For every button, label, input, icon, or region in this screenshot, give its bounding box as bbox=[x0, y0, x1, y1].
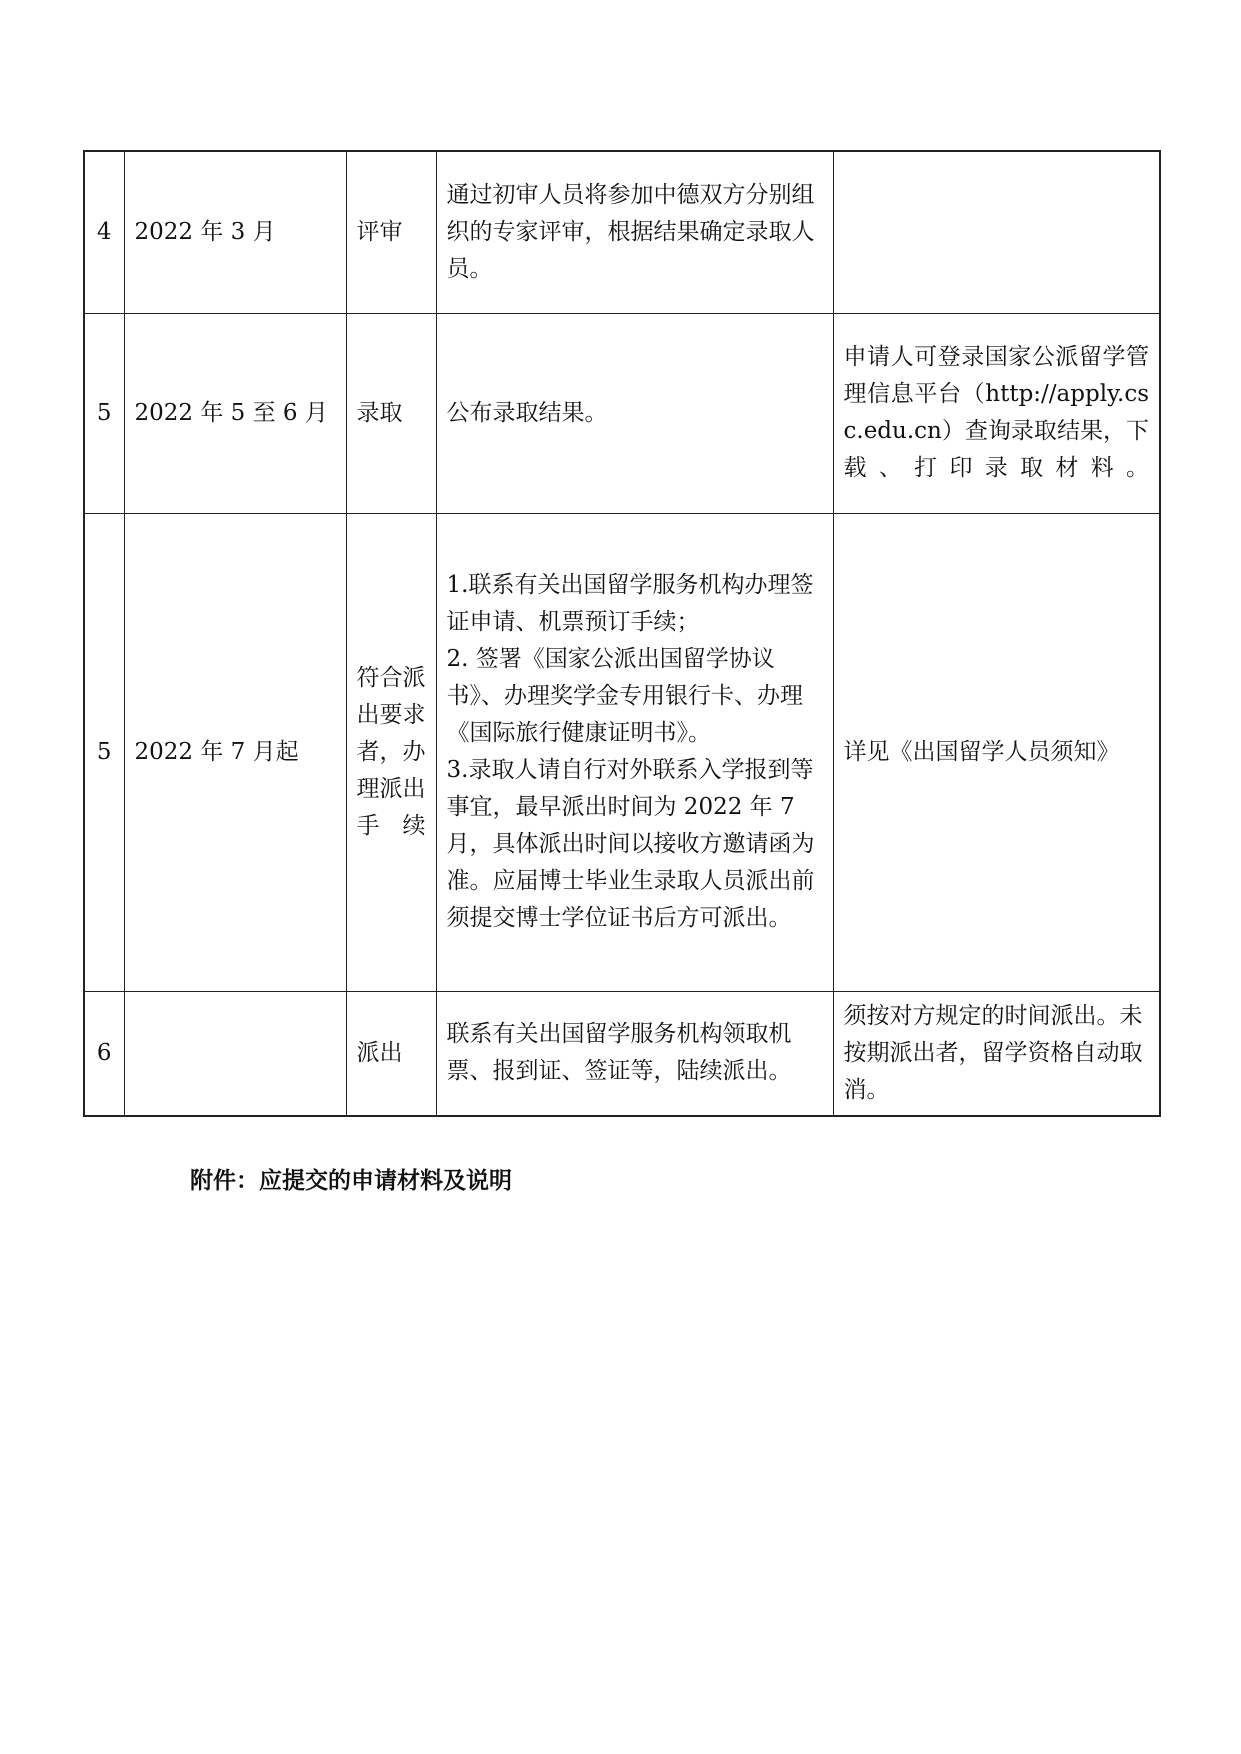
attachment-title: 附件：应提交的申请材料及说明 bbox=[190, 1168, 512, 1194]
row-note bbox=[833, 151, 1160, 313]
row-stage: 符合派出要求者，办理派出手续 bbox=[346, 513, 436, 991]
content-item-3: 3.录取人请自行对外联系入学报到等事宜，最早派出时间为 2022 年 7 月，具体派出时间以接收方邀请函为准。应届博士毕业生录取人员派出前须提交博士学位证书后方可派出。 bbox=[446, 757, 815, 931]
content-item-1: 1.联系有关出国留学服务机构办理签证申请、机票预订手续； bbox=[446, 572, 814, 635]
row-number: 6 bbox=[84, 991, 124, 1116]
row-stage: 评审 bbox=[346, 151, 436, 313]
row-stage: 派出 bbox=[346, 991, 436, 1116]
row-stage: 录取 bbox=[346, 313, 436, 513]
row-note: 申请人可登录国家公派留学管理信息平台（http://apply.csc.edu.cn）查询录取结果，下载、打印录取材料。 bbox=[833, 313, 1160, 513]
content-item-2: 2. 签署《国家公派出国留学协议书》、办理奖学金专用银行卡、办理《国际旅行健康证明书》。 bbox=[446, 646, 803, 746]
row-number: 4 bbox=[84, 151, 124, 313]
row-time: 2022 年 5 至 6 月 bbox=[124, 313, 346, 513]
table-row bbox=[84, 151, 1160, 313]
table-row bbox=[84, 313, 1160, 513]
row-time: 2022 年 3 月 bbox=[124, 151, 346, 313]
schedule-table bbox=[83, 150, 1161, 1117]
row-content: 通过初审人员将参加中德双方分别组织的专家评审，根据结果确定录取人员。 bbox=[436, 151, 833, 313]
table-row bbox=[84, 513, 1160, 991]
row-time bbox=[124, 991, 346, 1116]
row-number: 5 bbox=[84, 513, 124, 991]
row-number: 5 bbox=[84, 313, 124, 513]
row-note: 须按对方规定的时间派出。未按期派出者，留学资格自动取消。 bbox=[833, 991, 1160, 1116]
row-content: 公布录取结果。 bbox=[436, 313, 833, 513]
row-content: 联系有关出国留学服务机构领取机票、报到证、签证等，陆续派出。 bbox=[436, 991, 833, 1116]
row-note: 详见《出国留学人员须知》 bbox=[833, 513, 1160, 991]
row-time: 2022 年 7 月起 bbox=[124, 513, 346, 991]
table-row bbox=[84, 991, 1160, 1116]
row-content bbox=[436, 513, 833, 991]
